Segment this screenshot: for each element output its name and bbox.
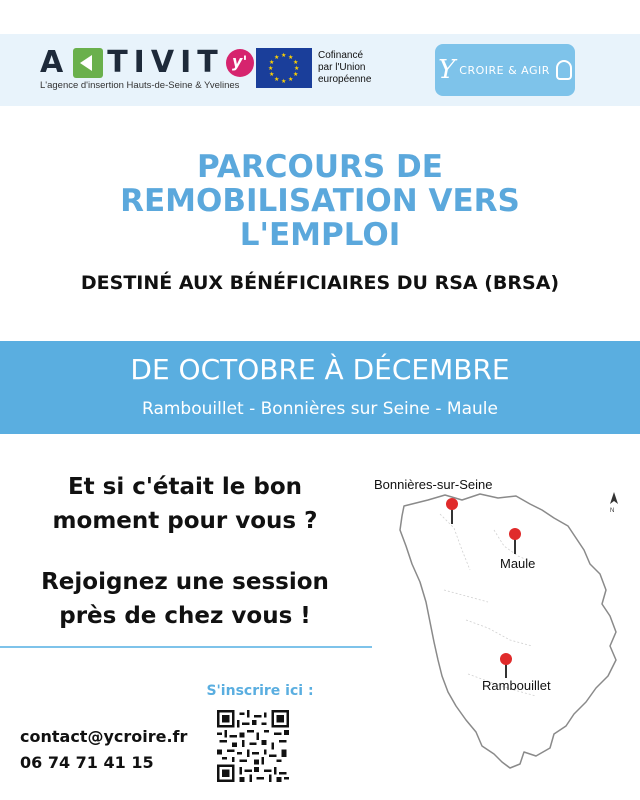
title-line-2: REMOBILISATION VERS: [120, 183, 520, 219]
question-line: Rejoignez une session: [41, 569, 329, 595]
contact-phone[interactable]: 06 74 71 41 15: [20, 753, 154, 772]
question-join-session: [20, 565, 350, 633]
towns-text: Rambouillet - Bonnières sur Seine - Maule: [142, 399, 498, 419]
department-outline: [400, 494, 616, 768]
north-label: N: [610, 508, 615, 514]
signup-label: S'inscrire ici :: [206, 683, 314, 699]
ycroire-logo: [435, 44, 575, 96]
map-label-bonnieres: Bonnières-sur-Seine: [374, 477, 493, 492]
eu-flag-icon: ★ ★ ★ ★ ★ ★ ★ ★ ★ ★ ★ ★: [256, 48, 312, 88]
page-title: [0, 150, 640, 252]
activity-logo-letter: A: [40, 45, 70, 80]
eu-cofinance-text: Cofinancé par l'Union européenne: [318, 50, 372, 85]
ycroire-label: CROIRE & AGIR: [459, 63, 550, 77]
question-good-moment: [20, 470, 350, 538]
ycroire-y: Y: [438, 55, 456, 85]
question-line: Et si c'était le bon: [67, 474, 303, 500]
title-line-1: PARCOURS DE: [197, 149, 443, 185]
section-divider: [0, 646, 372, 648]
activity-logo-word: TIVIT: [107, 45, 224, 80]
period-band: [0, 341, 640, 434]
activity-logo: [40, 45, 254, 91]
activity-y-badge: y': [226, 49, 254, 77]
question-line: près de chez vous !: [59, 603, 311, 629]
yvelines-map: [370, 470, 630, 790]
period-text: DE OCTOBRE À DÉCEMBRE: [130, 353, 510, 386]
lightbulb-icon: [556, 60, 572, 80]
title-line-3: L'EMPLOI: [239, 217, 401, 253]
signup-qr-code[interactable]: [217, 710, 289, 782]
map-label-maule: Maule: [500, 556, 536, 571]
question-line: moment pour vous ?: [52, 508, 318, 534]
contact-email[interactable]: contact@ycroire.fr: [20, 727, 188, 746]
activity-arrow-icon: [73, 48, 103, 78]
map-label-rambouillet: Rambouillet: [482, 678, 551, 693]
eu-cofinance-logo: [256, 48, 378, 88]
page-subtitle: DESTINÉ AUX BÉNÉFICIAIRES DU RSA (BRSA): [80, 272, 560, 294]
north-arrow-icon: [610, 492, 618, 514]
activity-tagline: L'agence d'insertion Hauts-de-Seine & Yvelines: [40, 80, 240, 91]
contact-block: [20, 724, 187, 776]
